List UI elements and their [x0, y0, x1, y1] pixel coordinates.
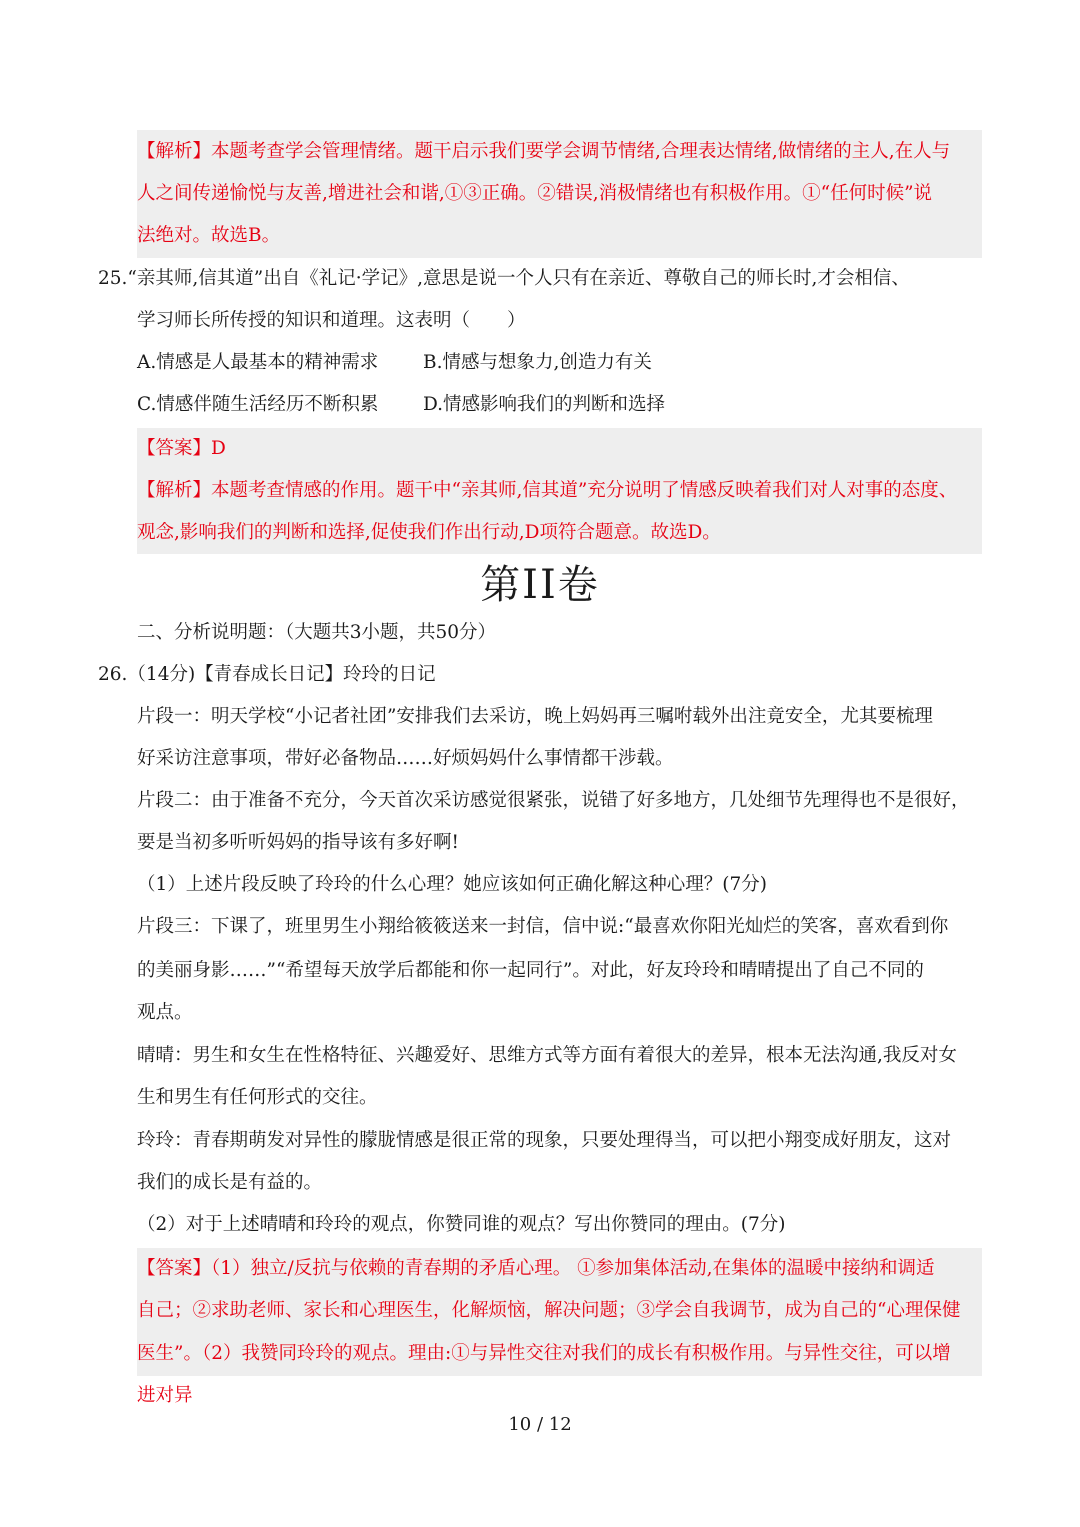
section-heading: 二、分析说明题：（大题共3小题，共50分）: [137, 622, 497, 643]
q26-answer-line-4: 进对异: [137, 1385, 193, 1406]
q26-line-8: 的美丽身影……”“希望每天放学后都能和你一起同行”。对此，好友玲玲和晴晴提出了自己不同的: [137, 960, 924, 981]
q26-line-7: 片段三：下课了，班里男生小翔给筱筱送来一封信，信中说:“最喜欢你阳光灿烂的笑客，喜欢看到你: [137, 916, 949, 937]
q25-stem-line-2: 学习师长所传授的知识和道理。这表明（ ）: [137, 310, 526, 331]
q26-line-1: 26.（14分)【青春成长日记】玲玲的日记: [98, 664, 436, 685]
q26-line-11: 生和男生有任何形式的交往。: [137, 1087, 378, 1108]
q24-analysis-line-3: 法绝对。故选B。: [137, 225, 281, 246]
q26-line-10: 晴晴：男生和女生在性格特征、兴趣爱好、思维方式等方面有着很大的差异，根本无法沟通,我反对女: [137, 1045, 957, 1066]
section-title: 第II卷: [480, 562, 600, 608]
q25-analysis-line-2: 观念,影响我们的判断和选择,促使我们作出行动,D项符合题意。故选D。: [137, 522, 721, 543]
q26-line-13: 我们的成长是有益的。: [137, 1172, 323, 1193]
q25-stem-line-1: 25.“亲其师,信其道”出自《礼记·学记》,意思是说一个人只有在亲近、尊敬自己的师长时,才会相信、: [98, 268, 910, 289]
q26-line-2: 片段一：明天学校“小记者社团”安排我们去采访，晚上妈妈再三嘱咐载外出注竟安全，尤其要梳理: [137, 706, 933, 727]
q26-answer-line-1: 【答案】（1）独立/反抗与依赖的青春期的矛盾心理。 ①参加集体活动,在集体的温暖中接纳和调适: [137, 1258, 935, 1279]
q26-subquestion-2: （2）对于上述晴晴和玲玲的观点，你赞同谁的观点？写出你赞同的理由。(7分): [137, 1214, 786, 1235]
q26-answer-line-2: 自己；②求助老师、家长和心理医生，化解烦恼，解决问题；③学会自我调节，成为自己的“心理保健: [137, 1300, 961, 1321]
q26-line-5: 要是当初多听听妈妈的指导该有多好啊!: [137, 832, 459, 853]
q25-option-c: C.情感伴随生活经历不断积累: [137, 394, 379, 415]
q26-line-12: 玲玲：青春期萌发对异性的朦胧情感是很正常的现象，只要处理得当，可以把小翔变成好朋友，这对: [137, 1130, 952, 1151]
q25-analysis-line-1: 【解析】本题考查情感的作用。题干中“亲其师,信其道”充分说明了情感反映着我们对人对事的态度、: [137, 480, 958, 501]
q26-answer-line-3: 医生”。（2）我赞同玲玲的观点。理由:①与异性交往对我们的成长有积极作用。与异性交往，可以增: [137, 1343, 951, 1364]
page-number: 10 / 12: [508, 1414, 572, 1435]
q25-option-b: B.情感与想象力,创造力有关: [423, 352, 652, 373]
q25-answer: 【答案】D: [137, 438, 226, 459]
q24-analysis-line-2: 人之间传递愉悦与友善,增进社会和谐,①③正确。②错误,消极情绪也有积极作用。①“任何时候”说: [137, 183, 933, 204]
q25-option-d: D.情感影响我们的判断和选择: [423, 394, 666, 415]
q26-line-9: 观点。: [137, 1002, 193, 1023]
q26-subquestion-1: （1）上述片段反映了玲玲的什么心理？她应该如何正确化解这种心理？(7分): [137, 874, 767, 895]
q25-option-a: A.情感是人最基本的精神需求: [137, 352, 379, 373]
q26-line-3: 好采访注意事项，带好必备物品……好烦妈妈什么事情都干涉载。: [137, 748, 674, 769]
q24-analysis-line-1: 【解析】本题考查学会管理情绪。题干启示我们要学会调节情绪,合理表达情绪,做情绪的主人,在人与: [137, 141, 951, 162]
q26-line-4: 片段二：由于准备不充分，今天首次采访感觉很紧张，说错了好多地方，几处细节先理得也不是很好，: [137, 790, 970, 811]
